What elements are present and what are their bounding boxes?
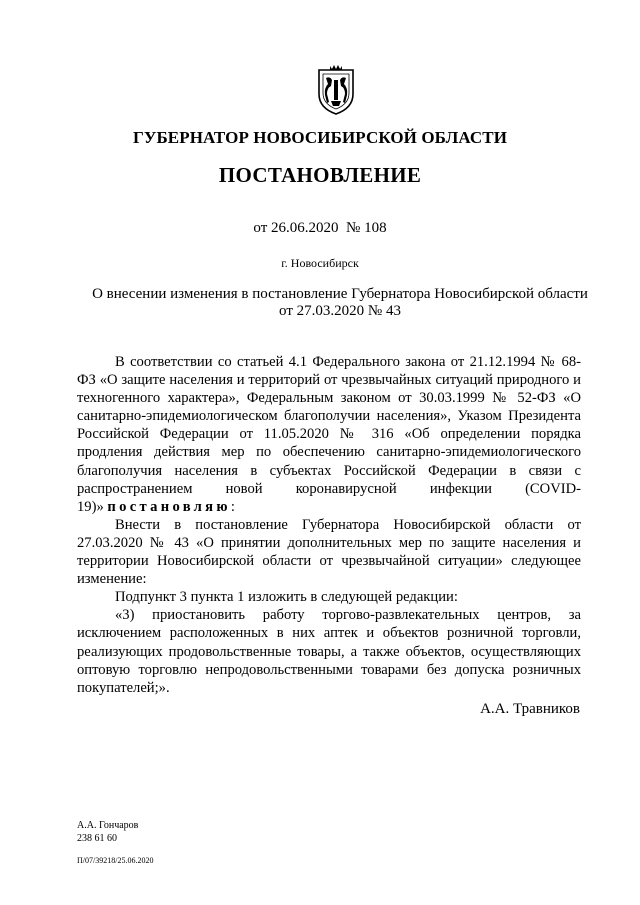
signature-name: А.А. Травников [480, 701, 580, 717]
document-code: П/07/39218/25.06.2020 [77, 856, 154, 865]
paragraph-new-text: «3) приостановить работу торгово-развлекательных центров, за исключением расположенных в них аптек и объектов розничной торговли, реализующих продовольственные товары, а также объектов, осуществляющих оптовую торговлю непродовольственными товарами без допуска розничных покупателей;». [77, 607, 581, 696]
paragraph-preamble [77, 353, 581, 516]
subject-line-2: от 27.03.2020 № 43 [279, 303, 401, 319]
city: г. Новосибирск [281, 256, 359, 270]
executor-block [77, 819, 138, 845]
document-type: ПОСТАНОВЛЕНИЕ [218, 163, 422, 187]
paragraph-subclause: Подпункт 3 пункта 1 изложить в следующей редакции: [115, 589, 458, 606]
executor-name: А.А. Гончаров [77, 820, 139, 831]
paragraph-amendment: Внести в постановление Губернатора Новосибирской области от 27.03.2020 № 43 «О принятии дополнительных мер по защите населения и территории Новосибирской области от чрезвычайной ситуации» следующее изменение: [77, 516, 581, 588]
decree-word: постановляю [107, 498, 231, 515]
executor-phone: 238 61 60 [77, 833, 117, 844]
authority-title: ГУБЕРНАТОР НОВОСИБИРСКОЙ ОБЛАСТИ [132, 128, 508, 147]
document-number: № 108 [346, 220, 387, 236]
subject-line-1: О внесении изменения в постановление Губернатора Новосибирской области [92, 286, 588, 302]
document-subject [60, 286, 620, 320]
document-body [77, 353, 581, 697]
preamble-text: В соответствии со статьей 4.1 Федерального закона от 21.12.1994 № 68-ФЗ «О защите населения и территорий от чрезвычайных ситуаций природного и техногенного характера», Федеральным законом от 30.03.1999 № 52-ФЗ «О санитарно-эпидемиологическом благополучии населения», Указом Президента Российской Федерации от 11.05.2020 № 316 «Об определении порядка продления действия мер по обеспечению санитарно-эпидемиологического благополучия населения в субъектах Российской Федерации в связи с распространением новой коронавирусной инфекции (COVID-19)» [77, 354, 581, 515]
document-date: от 26.06.2020 [253, 220, 339, 236]
date-number-line [0, 220, 640, 237]
preamble-end: : [230, 498, 235, 515]
coat-of-arms-icon [316, 64, 356, 116]
